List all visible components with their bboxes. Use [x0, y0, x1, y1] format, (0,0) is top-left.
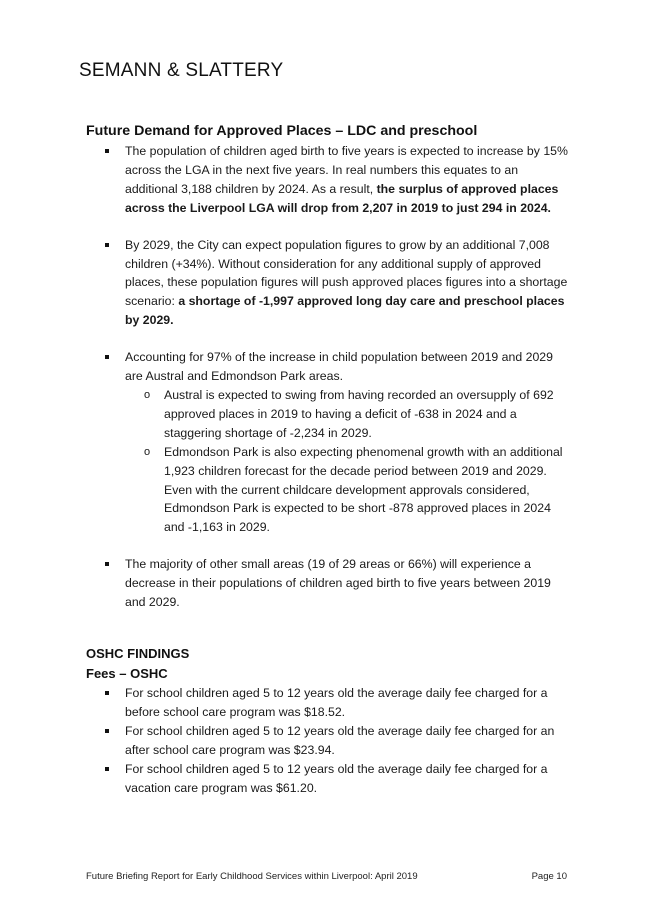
bullet-item: For school children aged 5 to 12 years old the average daily fee charged for a vacation care program was $61.20.	[103, 760, 573, 798]
subheading-fees: Fees – OSHC	[86, 666, 168, 681]
bullet-bold-text: the surplus of approved places across the Liverpool LGA will drop from 2,207 in 2019 to just 294 in 2024.	[125, 181, 559, 215]
bullet-text: The majority of other small areas (19 of 29 areas or 66%) will experience a decrease in their populations of children aged birth to five years between 2019 and 2029.	[125, 557, 551, 610]
bullet-text: By 2029, the City can expect population figures to grow by an additional 7,008 children (+34%). Without consideration for any additional supply of approved places, these population figures will push approved places figures into a shortage scenario:	[125, 237, 568, 309]
bullet-item	[103, 348, 573, 386]
section-heading-oshc: OSHC FINDINGS	[86, 646, 190, 661]
bullet-item	[103, 236, 573, 331]
bullet-text: Accounting for 97% of the increase in child population between 2019 and 2029 are Austral and Edmondson Park areas.	[125, 350, 553, 384]
sub-bullet-text: Austral is expected to swing from having recorded an oversupply of 692 approved places in 2019 to having a deficit of -638 in 2024 and a staggering shortage of -2,234 in 2029.	[164, 387, 554, 440]
future-demand-bullets	[103, 142, 573, 612]
footer-report-title: Future Briefing Report for Early Childhood Services within Liverpool: April 2019	[86, 871, 418, 882]
section-heading-future-demand: Future Demand for Approved Places – LDC and preschool	[86, 123, 478, 139]
bullet-item: For school children aged 5 to 12 years old the average daily fee charged for an after school care program was $23.94.	[103, 722, 573, 760]
sub-bullet-item	[142, 386, 573, 443]
bullet-bold-text: a shortage of -1,997 approved long day care and preschool places by 2029.	[125, 294, 565, 328]
bullet-text: The population of children aged birth to five years is expected to increase by 15% across the LGA in the next five years. In real numbers this equates to an additional 3,188 children by 2024. As a result,	[125, 144, 568, 196]
bullet-item: For school children aged 5 to 12 years old the average daily fee charged for a before school care program was $18.52.	[103, 684, 573, 722]
company-logo: SEMANN & SLATTERY	[79, 60, 284, 81]
page-number: Page 10	[531, 871, 567, 882]
sub-bullet-item	[142, 443, 573, 538]
sub-bullet-text: Edmondson Park is also expecting phenomenal growth with an additional 1,923 children forecast for the decade period between 2019 and 2029. Even with the current childcare development approvals considered, Edmondson Park is expected to be short -878 approved places in 2024 and -1,163 in 2029.	[164, 444, 563, 535]
bullet-item	[103, 142, 573, 218]
oshc-bullets	[103, 684, 573, 797]
bullet-item	[103, 555, 573, 612]
